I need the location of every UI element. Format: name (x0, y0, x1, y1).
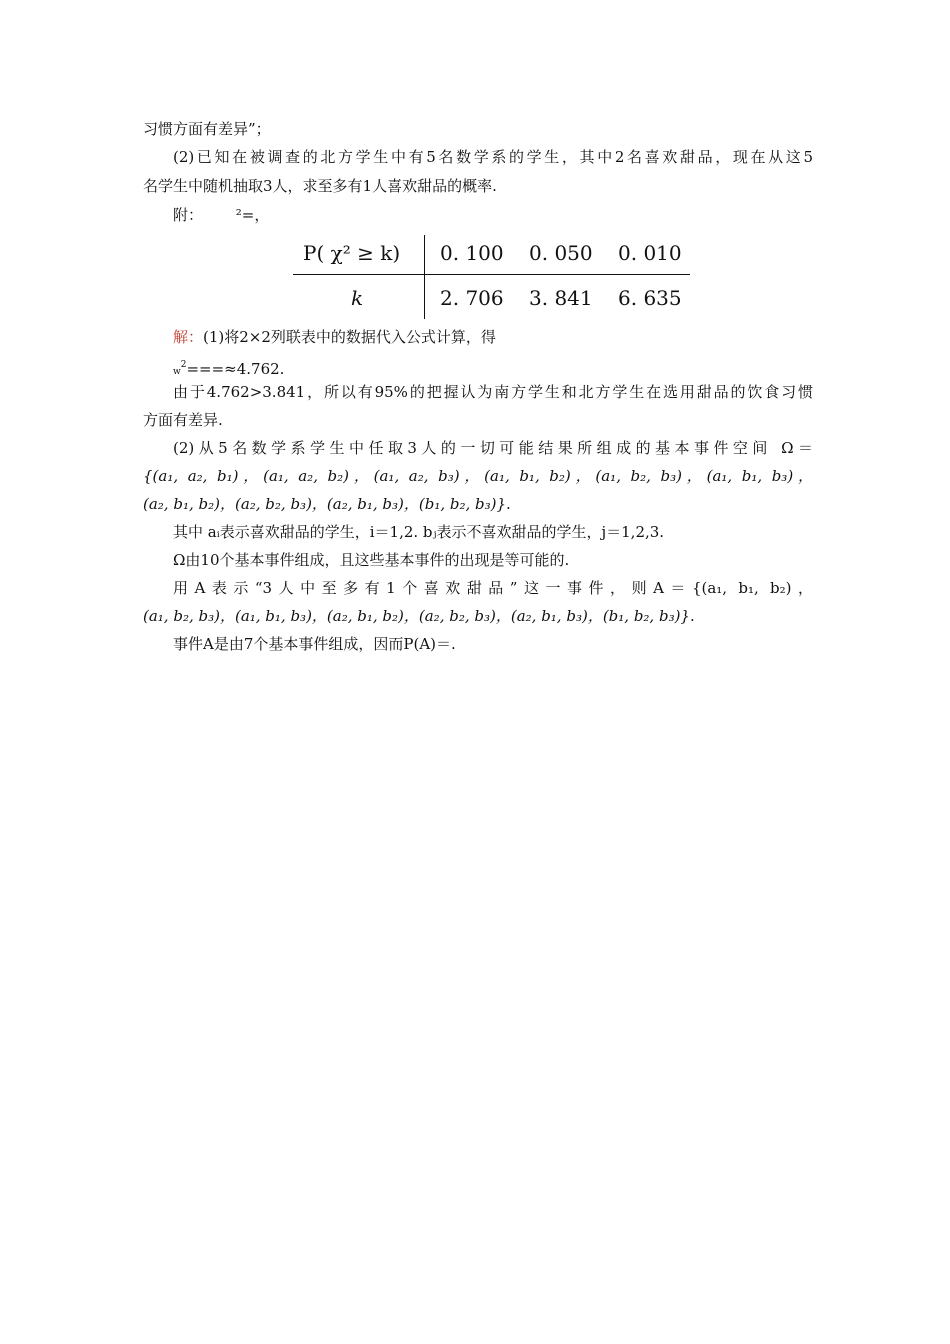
solution-line: Ω由10个基本事件组成，且这些基本事件的出现是等可能的. (173, 551, 570, 569)
solution-line: (2)从5名数学系学生中任取3人的一切可能结果所组成的基本事件空间 Ω＝ (173, 439, 813, 457)
formula-superscript: 2 (180, 360, 187, 370)
text-line: 名学生中随机抽取3人，求至多有1人喜欢甜品的概率. (143, 177, 497, 195)
question-2: (2)已知在被调查的北方学生中有5名数学系的学生，其中2名喜欢甜品，现在从这5 (173, 148, 813, 166)
table-header-label: P( χ² ≥ k) (303, 241, 401, 265)
solution-line: 方面有差异. (143, 411, 223, 429)
formula-line (173, 355, 813, 382)
table-divider-vertical (424, 235, 425, 319)
critical-value-table (293, 231, 690, 319)
solution-line: 用A表示“3人中至多有1个喜欢甜品”这一事件，则A＝{(a₁, b₁, b₂)， (173, 579, 813, 597)
sample-space-line: (a₂, b₁, b₂)，(a₂, b₂, b₃)，(a₂, b₁, b₃)，(b₁, b₂, b₃)}. (143, 495, 511, 513)
table-row-label: k (351, 286, 364, 310)
appendix-line (173, 205, 813, 225)
table-k-value: 3. 841 (529, 286, 593, 310)
table-divider-horizontal (293, 274, 690, 275)
solution-line (173, 327, 813, 347)
table-p-value: 0. 010 (618, 241, 682, 265)
sample-space-line: {(a₁, a₂, b₁)，(a₁, a₂, b₂)，(a₁, a₂, b₃)，(a₁, b₁, b₂)，(a₁, b₂, b₃)，(a₁, b₁, b₃)， (143, 467, 813, 485)
solution-line: 由于4.762>3.841，所以有95%的把握认为南方学生和北方学生在选用甜品的饮食习惯 (173, 383, 813, 401)
appendix-label: 附： (173, 206, 204, 224)
solution-line: 其中 aᵢ表示喜欢甜品的学生，i＝1,2. bⱼ表示不喜欢甜品的学生，j＝1,2,3. (173, 523, 665, 541)
table-p-value: 0. 100 (440, 241, 504, 265)
text-line: 习惯方面有差异”； (143, 120, 271, 138)
solution-line: 事件A是由7个基本事件组成，因而P(A)＝. (173, 635, 456, 653)
table-p-value: 0. 050 (529, 241, 593, 265)
event-set-line: (a₁, b₂, b₃)，(a₁, b₁, b₃)，(a₂, b₁, b₂)，(a₂, b₂, b₃)，(a₂, b₁, b₃)，(b₁, b₂, b₃)}. (143, 607, 695, 625)
solution-text: (1)将2×2列联表中的数据代入公式计算，得 (203, 328, 496, 346)
formula-text: ===≈4.762. (186, 360, 285, 378)
formula-fragment: ²=， (235, 206, 270, 224)
table-k-value: 2. 706 (440, 286, 504, 310)
formula-prefix: w (173, 367, 181, 377)
solution-label: 解： (173, 328, 204, 346)
table-k-value: 6. 635 (618, 286, 682, 310)
